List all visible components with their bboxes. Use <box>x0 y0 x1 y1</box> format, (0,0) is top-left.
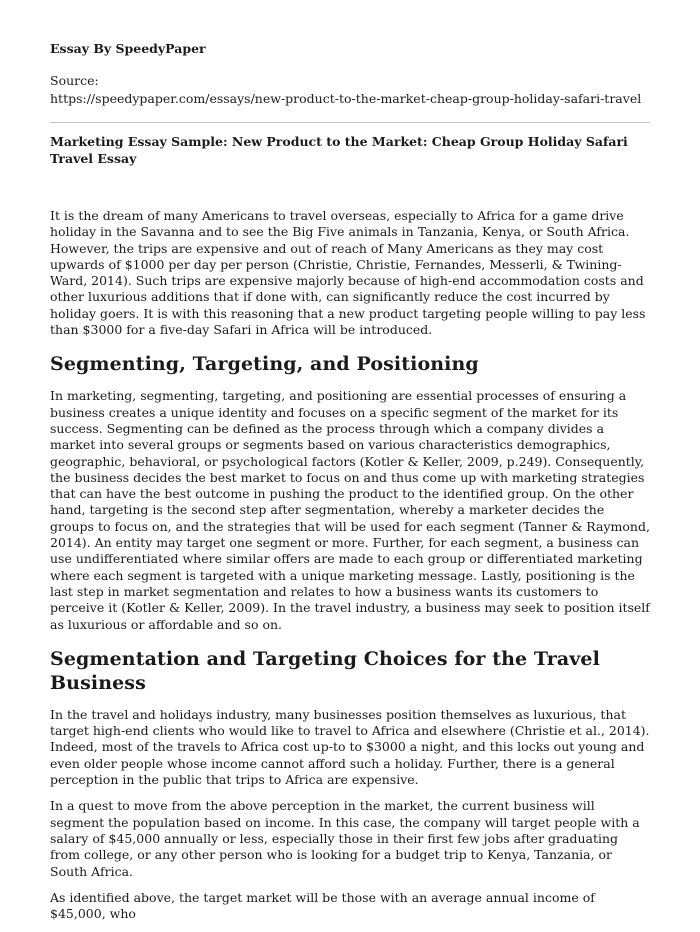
segmentation-paragraph-3: As identified above, the target market will be those with an average annual income of $45,000, who <box>50 889 595 922</box>
source-url: https://speedypaper.com/essays/new-product-to-the-market-cheap-group-holiday-safari-travel <box>50 91 642 106</box>
brand-heading: Essay By SpeedyPaper <box>50 41 206 56</box>
segmentation-paragraph-1: In the travel and holidays industry, many businesses position themselves as luxurious, that target high-end clients who would like to travel to Africa and elsewhere (Christie et al., 2014). Indeed, most of the travels to Africa cost up-to to $3000 a night, and this locks out young and even older people whose income cannot afford such a holiday. Further, there is a general perception in the public that trips to Africa are expensive. <box>50 706 650 788</box>
section-heading-segmentation-choices: Segmentation and Targeting Choices for the Travel Business <box>50 647 600 694</box>
segmentation-paragraph-2: In a quest to move from the above perception in the market, the current business will segment the population based on income. In this case, the company will target people with a salary of $45,000 annually or less, especially those in their first few jobs after graduating from college, or any other person who is looking for a budget trip to Kenya, Tanzania, or South Africa. <box>50 798 640 879</box>
source-label: Source: <box>50 73 99 88</box>
stp-paragraph: In marketing, segmenting, targeting, and positioning are essential processes of ensuring a business creates a unique identity and focuses on a specific segment of the market for its success. Segmenting can be defined as the process through which a company divides a market into several groups or segments based on various characteristics demographics, geographic, behavioral, or psychological factors (Kotler & Keller, 2009, p.249). Consequently, the business decides the best market to focus on and thus come up with marketing strategies that can have the best outcome in pushing the product to the identified group. On the other hand, targeting is the second step after segmentation, whereby a marketer decides the groups to focus on, and the strategies that will be used for each segment (Tanner & Raymond, 2014). An entity may target one segment or more. Further, for each segment, a business can use undifferentiated where similar offers are made to each group or differentiated marketing where each segment is targeted with a unique marketing message. Lastly, positioning is the last step in market segmentation and relates to how a business wants its customers to perceive it (Kotler & Keller, 2009). In the travel industry, a business may seek to position itself as luxurious or affordable and so on. <box>50 388 650 632</box>
document-page <box>50 40 650 932</box>
intro-paragraph: It is the dream of many Americans to travel overseas, especially to Africa for a game drive holiday in the Savanna and to see the Big Five animals in Tanzania, Kenya, or South Africa. However, the trips are expensive and out of reach of Many Americans as they may cost upwards of $1000 per day per person (Christie, Christie, Fernandes, Messerli, & Twining-Ward, 2014). Such trips are expensive majorly because of high-end accommodation costs and other luxurious additions that if done with, can significantly reduce the cost incurred by holiday goers. It is with this reasoning that a new product targeting people willing to pay less than $3000 for a five-day Safari in Africa will be introduced. <box>50 208 646 338</box>
source-block <box>50 72 650 108</box>
section-heading-stp: Segmenting, Targeting, and Positioning <box>50 353 479 376</box>
header-divider <box>50 122 650 123</box>
essay-title: Marketing Essay Sample: New Product to the Market: Cheap Group Holiday Safari Travel Essay <box>50 134 628 166</box>
